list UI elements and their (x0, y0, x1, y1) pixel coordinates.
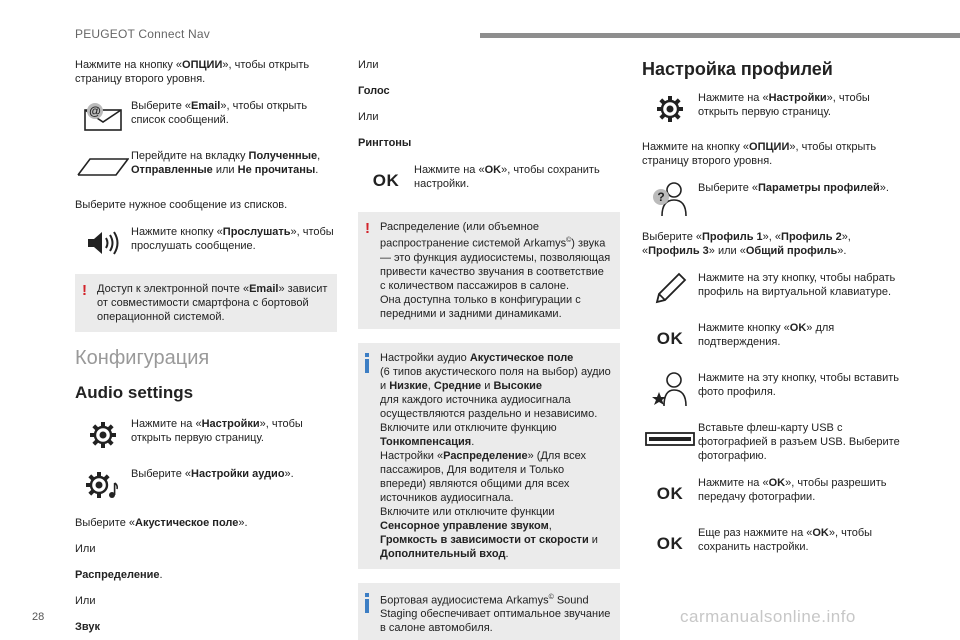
warning-icon: ! (82, 282, 87, 299)
distribution-warning-text: Распределение (или объемное распространение системой Arkamys©) звука — это функция аудиосистемы, позволяющая привести качество звучания в соответствие с количеством пассажиров в салоне. Она доступна только в конфигурации с передними и задними динамиками. (380, 221, 611, 320)
speaker-icon (75, 224, 131, 262)
column-2 (358, 58, 620, 640)
profile-params-row (642, 180, 904, 218)
column-3 (642, 58, 904, 575)
ok-save-text: Еще раз нажмите на «OK», чтобы сохранить настройки. (698, 527, 873, 553)
tab-icon (75, 148, 131, 186)
settings-row (642, 90, 904, 128)
ok-confirm-row (642, 320, 904, 358)
settings-row (75, 416, 337, 454)
audio-settings-text: Выберите «Настройки аудио». (131, 468, 294, 480)
gear-icon (642, 90, 698, 128)
header-title: PEUGEOT Connect Nav (75, 27, 210, 41)
page-number: 28 (32, 611, 45, 623)
ok-save-row (642, 525, 904, 563)
options-paragraph: Нажмите на кнопку «ОПЦИИ», чтобы открыть страницу второго уровня. (642, 141, 877, 167)
listen-text: Нажмите кнопку «Прослушать», чтобы прослушать сообщение. (131, 226, 334, 252)
ok-transfer-text: Нажмите на «OK», чтобы разрешить передачу фотографии. (698, 477, 887, 503)
warning-icon: ! (365, 220, 370, 237)
settings-text: Нажмите на «Настройки», чтобы открыть первую страницу. (698, 92, 870, 118)
settings-text: Нажмите на «Настройки», чтобы открыть первую страницу. (131, 418, 303, 444)
tabs-text: Перейдите на вкладку Полученные, Отправленные или Не прочитаны. (131, 150, 321, 176)
pencil-row (642, 270, 904, 308)
select-profile-paragraph: Выберите «Профиль 1», «Профиль 2», «Профиль 3» или «Общий профиль». (642, 231, 851, 257)
ok-save-row (358, 162, 620, 200)
ok-icon: OK (656, 329, 684, 348)
or-text-4: Или (358, 111, 379, 123)
svg-text:?: ? (657, 190, 665, 204)
info-icon (365, 353, 369, 373)
voice-option: Голос (358, 85, 390, 97)
ok-save-text: Нажмите на «OK», чтобы сохранить настройки. (414, 164, 600, 190)
configuration-heading: Конфигурация (75, 347, 210, 369)
distribution-option: Распределение. (75, 569, 163, 581)
ok-confirm-text: Нажмите кнопку «OK» для подтверждения. (698, 322, 835, 348)
ok-transfer-row (642, 475, 904, 513)
or-text-3: Или (358, 59, 379, 71)
gear-icon (75, 416, 131, 454)
or-text-1: Или (75, 543, 96, 555)
user-question-icon (642, 180, 698, 218)
gear-music-icon (75, 466, 131, 504)
pencil-text: Нажмите на эту кнопку, чтобы набрать профиль на виртуальной клавиатуре. (698, 272, 896, 298)
audio-settings-row (75, 466, 337, 504)
distribution-warning-box (358, 212, 620, 329)
user-star-icon (642, 370, 698, 408)
tabs-row (75, 148, 337, 186)
audio-settings-heading: Audio settings (75, 383, 194, 402)
photo-text: Нажмите на эту кнопку, чтобы вставить фото профиля. (698, 372, 899, 398)
arkamys-info-text: Бортовая аудиосистема Arkamys© Sound Staging обеспечивает оптимальное звучание в салоне автомобиля. (380, 593, 611, 635)
watermark: carmanualsonline.info (680, 607, 856, 626)
profiles-heading: Настройка профилей (642, 59, 833, 79)
usb-row (642, 420, 904, 463)
listen-row (75, 224, 337, 262)
email-warning-box (75, 274, 337, 332)
arkamys-info-box (358, 583, 620, 640)
svg-text:@: @ (89, 104, 101, 118)
email-warning-text: Доступ к электронной почте «Email» зависит от совместимости смартфона с бортовой операционной системой. (97, 283, 328, 323)
sound-option: Звук (75, 621, 101, 633)
audio-info-text: Настройки аудио Акустическое поле (6 типов акустического поля на выбор) аудио и Низкие, Средние и Высокие для каждого источника аудиосигнала осуществляются раздельно и независимо. Включите или отключите функцию Тонкомпенсация. Настройки «Распределение» (Для всех пассажиров, Для водителя и Только впереди) являются общими для всех источников аудиосигнала. Включите или отключите функции Сенсорное управление звуком, Громкость в зависимости от скорости и Дополнительный вход. (380, 351, 611, 560)
column-1 (75, 58, 337, 640)
acoustic-field-paragraph: Выберите «Акустическое поле». (75, 517, 248, 529)
ok-icon: OK (656, 484, 684, 503)
ringtones-option: Рингтоны (358, 137, 412, 149)
header-bar (480, 33, 960, 38)
ok-icon: OK (656, 534, 684, 553)
email-icon (75, 98, 131, 136)
ok-icon: OK (372, 171, 400, 190)
select-message-paragraph: Выберите нужное сообщение из списков. (75, 199, 288, 211)
usb-slot-icon (642, 420, 698, 458)
email-row (75, 98, 337, 136)
usb-text: Вставьте флеш-карту USB с фотографией в разъем USB. Выберите фотографию. (698, 422, 900, 462)
or-text-2: Или (75, 595, 96, 607)
photo-row (642, 370, 904, 408)
options-paragraph: Нажмите на кнопку «ОПЦИИ», чтобы открыть страницу второго уровня. (75, 59, 310, 85)
profile-params-text: Выберите «Параметры профилей». (698, 182, 889, 194)
info-icon (365, 593, 369, 613)
audio-info-box (358, 343, 620, 569)
pencil-icon (642, 270, 698, 308)
email-text: Выберите «Email», чтобы открыть список сообщений. (131, 100, 308, 126)
